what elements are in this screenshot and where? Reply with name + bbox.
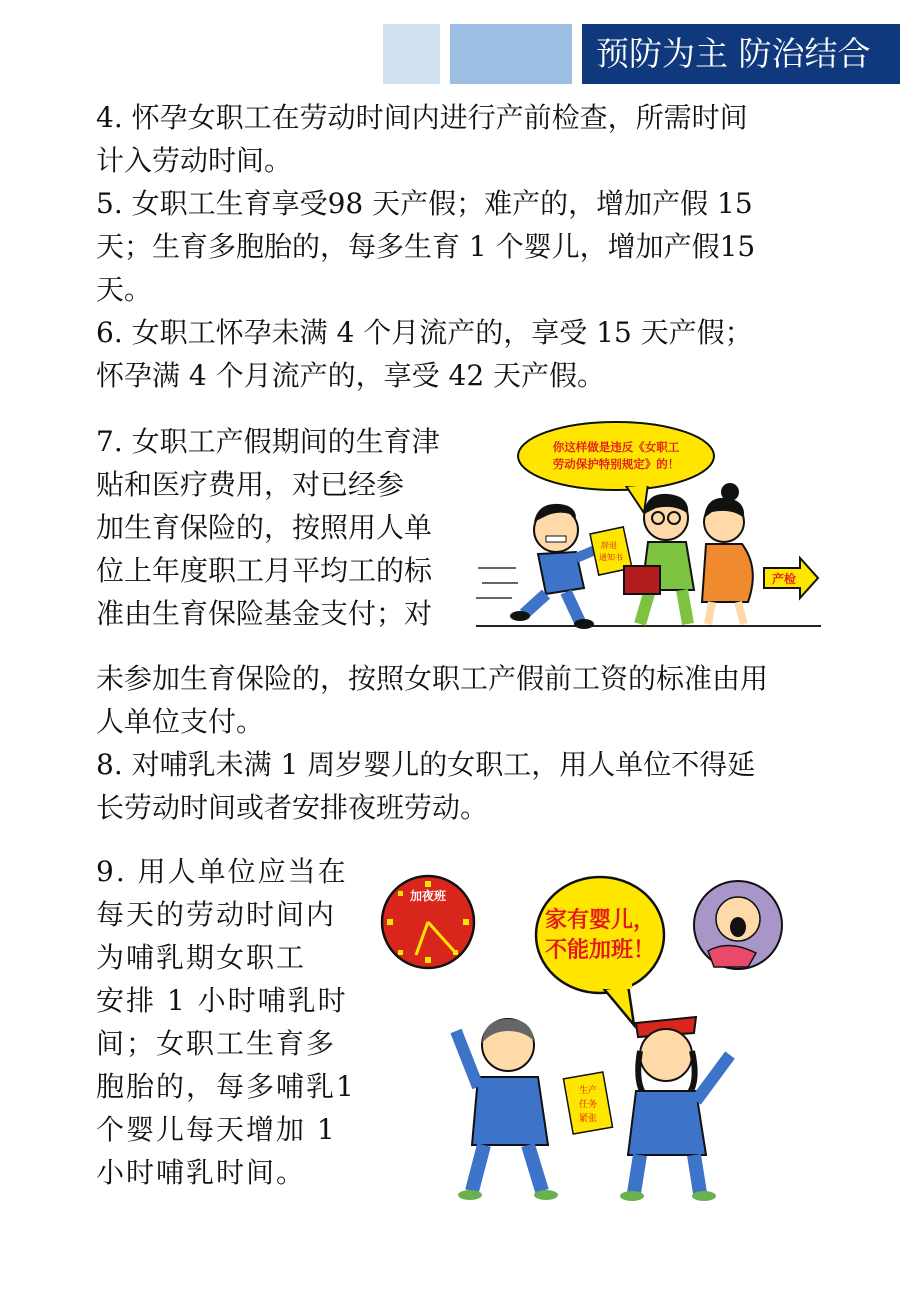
text-line: 准由生育保险基金支付；对 (96, 597, 433, 630)
paper-text-line1: 生产 (578, 1086, 598, 1096)
text-line: 为哺乳期女职工 (96, 941, 307, 974)
text-line: 8. 对哺乳未满 1 周岁婴儿的女职工，用人单位不得延 (96, 748, 756, 781)
text-line: 长劳动时间或者安排夜班劳动。 (96, 791, 489, 824)
text-line: 4. 怀孕女职工在劳动时间内进行产前检查，所需时间 (96, 101, 748, 134)
illustration-prenatal-check (476, 418, 824, 638)
crying-baby (694, 881, 782, 969)
text-line: 怀孕满 4 个月流产的，享受 42 天产假。 (96, 359, 606, 392)
text-line: 间；女职工生育多 (96, 1027, 337, 1060)
text-line: 5. 女职工生育享受98 天产假；难产的，增加产假 15 (96, 187, 753, 220)
text-line: 7. 女职工产假期间的生育津 (96, 425, 440, 458)
manager-figure (456, 1019, 558, 1200)
text-line: 未参加生育保险的，按照女职工产假前工资的标准由用 (96, 662, 769, 695)
bubble-text-line1: 你这样做是违反《女职工 (552, 440, 680, 454)
text-line: 位上年度职工月平均工的标 (96, 554, 433, 587)
text-line: 每天的劳动时间内 (96, 898, 337, 931)
text-line: 计入劳动时间。 (96, 144, 293, 177)
speech-bubble (536, 877, 664, 1025)
text-line: 6. 女职工怀孕未满 4 个月流产的，享受 15 天产假； (96, 316, 753, 349)
production-task-paper (563, 1072, 612, 1134)
bubble-text-line2: 不能加班！ (544, 938, 656, 963)
running-boss (510, 504, 600, 629)
paragraph-9 (96, 850, 366, 1194)
paper-text-line3: 紧张 (578, 1114, 598, 1124)
paper-text-line2: 通知书 (599, 553, 623, 562)
text-line: 小时哺乳时间。 (96, 1156, 307, 1189)
sign-text: 产检 (771, 572, 797, 586)
text-line: 加生育保险的，按照用人单 (96, 511, 433, 544)
clock-label: 加夜班 (409, 889, 447, 903)
paper-text-line1: 辞退 (601, 541, 617, 550)
paragraphs-7-cont-8 (96, 657, 816, 829)
paragraphs-4-6 (96, 96, 816, 397)
speech-bubble (518, 422, 714, 513)
text-line: 安排 1 小时哺乳时 (96, 984, 348, 1017)
official-with-briefcase (624, 494, 694, 624)
paragraph-7 (96, 420, 466, 635)
bubble-text-line1: 家有婴儿， (544, 908, 656, 933)
text-line: 天。 (96, 273, 153, 306)
text-line: 胞胎的，每多哺乳1 (96, 1070, 356, 1103)
text-line: 贴和医疗费用，对已经参 (96, 468, 405, 501)
text-line: 9. 用人单位应当在 (96, 855, 348, 888)
text-line: 天；生育多胞胎的，每多生育 1 个婴儿，增加产假15 (96, 230, 756, 263)
prenatal-check-arrow-sign (764, 558, 818, 598)
header-bar-light (383, 24, 440, 84)
paper-text-line2: 任务 (578, 1100, 598, 1110)
text-line: 个婴儿每天增加 1 (96, 1113, 337, 1146)
bubble-text-line2: 劳动保护特别规定》的！ (552, 457, 680, 471)
motion-lines (476, 568, 518, 598)
header-bar-mid (450, 24, 572, 84)
header-title: 预防为主 防治结合 (582, 24, 900, 84)
illustration-no-overtime (378, 855, 788, 1210)
female-worker (620, 1017, 730, 1201)
text-line: 人单位支付。 (96, 705, 265, 738)
night-shift-clock (382, 876, 474, 968)
pregnant-worker (702, 483, 753, 624)
